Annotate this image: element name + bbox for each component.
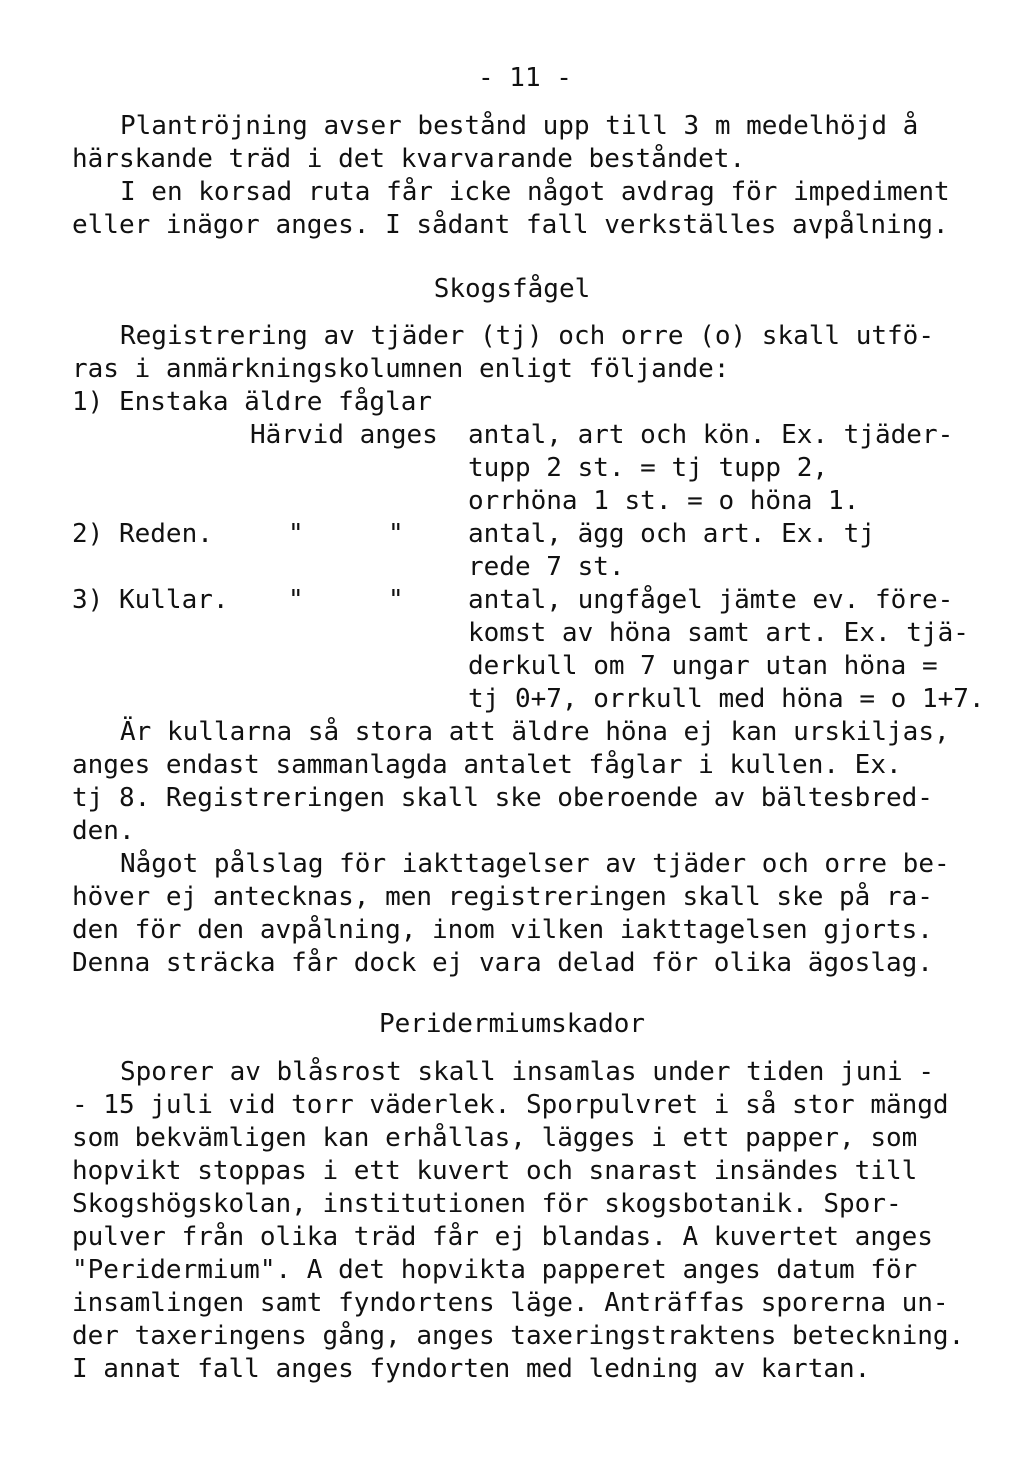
text-line: hopvikt stoppas i ett kuvert och snarast insändes till <box>72 1156 918 1186</box>
item-label: 3) Kullar. <box>72 585 229 615</box>
item-text: tupp 2 st. = tj tupp 2, <box>468 453 829 483</box>
section-heading: Skogsfågel <box>433 274 591 304</box>
text-line: Sporer av blåsrost skall insamlas under tiden juni - <box>120 1057 934 1087</box>
item-text: derkull om 7 ungar utan höna = <box>468 651 938 681</box>
item-text: komst av höna samt art. Ex. tjä- <box>468 618 969 648</box>
ditto-mark: " <box>388 585 404 615</box>
text-line: - 15 juli vid torr väderlek. Sporpulvret i så stor mängd <box>72 1090 949 1120</box>
text-line: "Peridermium". A det hopvikta papperet anges datum för <box>72 1255 918 1285</box>
item-label: 1) Enstaka äldre fåglar <box>72 387 433 417</box>
text-line: insamlingen samt fyndortens läge. Anträffas sporerna un- <box>72 1288 949 1318</box>
item-label: 2) Reden. <box>72 519 213 549</box>
text-line: I annat fall anges fyndorten med ledning av kartan. <box>72 1354 871 1384</box>
text-line: I en korsad ruta får icke något avdrag för impediment <box>120 177 950 207</box>
text-line: Registrering av tjäder (tj) och orre (o) skall utfö- <box>120 321 934 351</box>
ditto-mark: " <box>288 519 304 549</box>
page-number: - 11 - <box>478 63 572 93</box>
item-text: antal, art och kön. Ex. tjäder- <box>468 420 954 450</box>
text-line: tj 8. Registreringen skall ske oberoende av bältesbred- <box>72 783 933 813</box>
text-line: den för den avpålning, inom vilken iakttagelsen gjorts. <box>72 915 933 945</box>
text-line: den. <box>72 816 135 846</box>
section-heading: Peridermiumskador <box>378 1009 646 1039</box>
text-line: eller inägor anges. I sådant fall verkställes avpålning. <box>72 210 949 240</box>
item-text: tj 0+7, orrkull med höna = o 1+7. <box>468 684 985 714</box>
item-text: orrhöna 1 st. = o höna 1. <box>468 486 860 516</box>
text-line: Plantröjning avser bestånd upp till 3 m medelhöjd å <box>120 111 919 141</box>
ditto-mark: " <box>388 519 404 549</box>
item-text: rede 7 st. <box>468 552 625 582</box>
text-line: der taxeringens gång, anges taxeringstraktens beteckning. <box>72 1321 965 1351</box>
text-line: Är kullarna så stora att äldre höna ej kan urskiljas, <box>120 717 950 747</box>
text-line: som bekvämligen kan erhållas, lägges i ett papper, som <box>72 1123 918 1153</box>
item-text: antal, ungfågel jämte ev. före- <box>468 585 954 615</box>
text-line: pulver från olika träd får ej blandas. A kuvertet anges <box>72 1222 933 1252</box>
text-line: höver ej antecknas, men registreringen skall ske på ra- <box>72 882 933 912</box>
text-line: ras i anmärkningskolumnen enligt följande: <box>72 354 730 384</box>
text-line: härskande träd i det kvarvarande beståndet. <box>72 144 746 174</box>
text-line: anges endast sammanlagda antalet fåglar i kullen. Ex. <box>72 750 902 780</box>
text-line: Skogshögskolan, institutionen för skogsbotanik. Spor- <box>72 1189 902 1219</box>
item-prefix: Härvid anges <box>250 420 438 450</box>
item-text: antal, ägg och art. Ex. tj <box>468 519 875 549</box>
ditto-mark: " <box>288 585 304 615</box>
text-line: Denna sträcka får dock ej vara delad för olika ägoslag. <box>72 948 933 978</box>
text-line: Något pålslag för iakttagelser av tjäder och orre be- <box>120 849 950 879</box>
